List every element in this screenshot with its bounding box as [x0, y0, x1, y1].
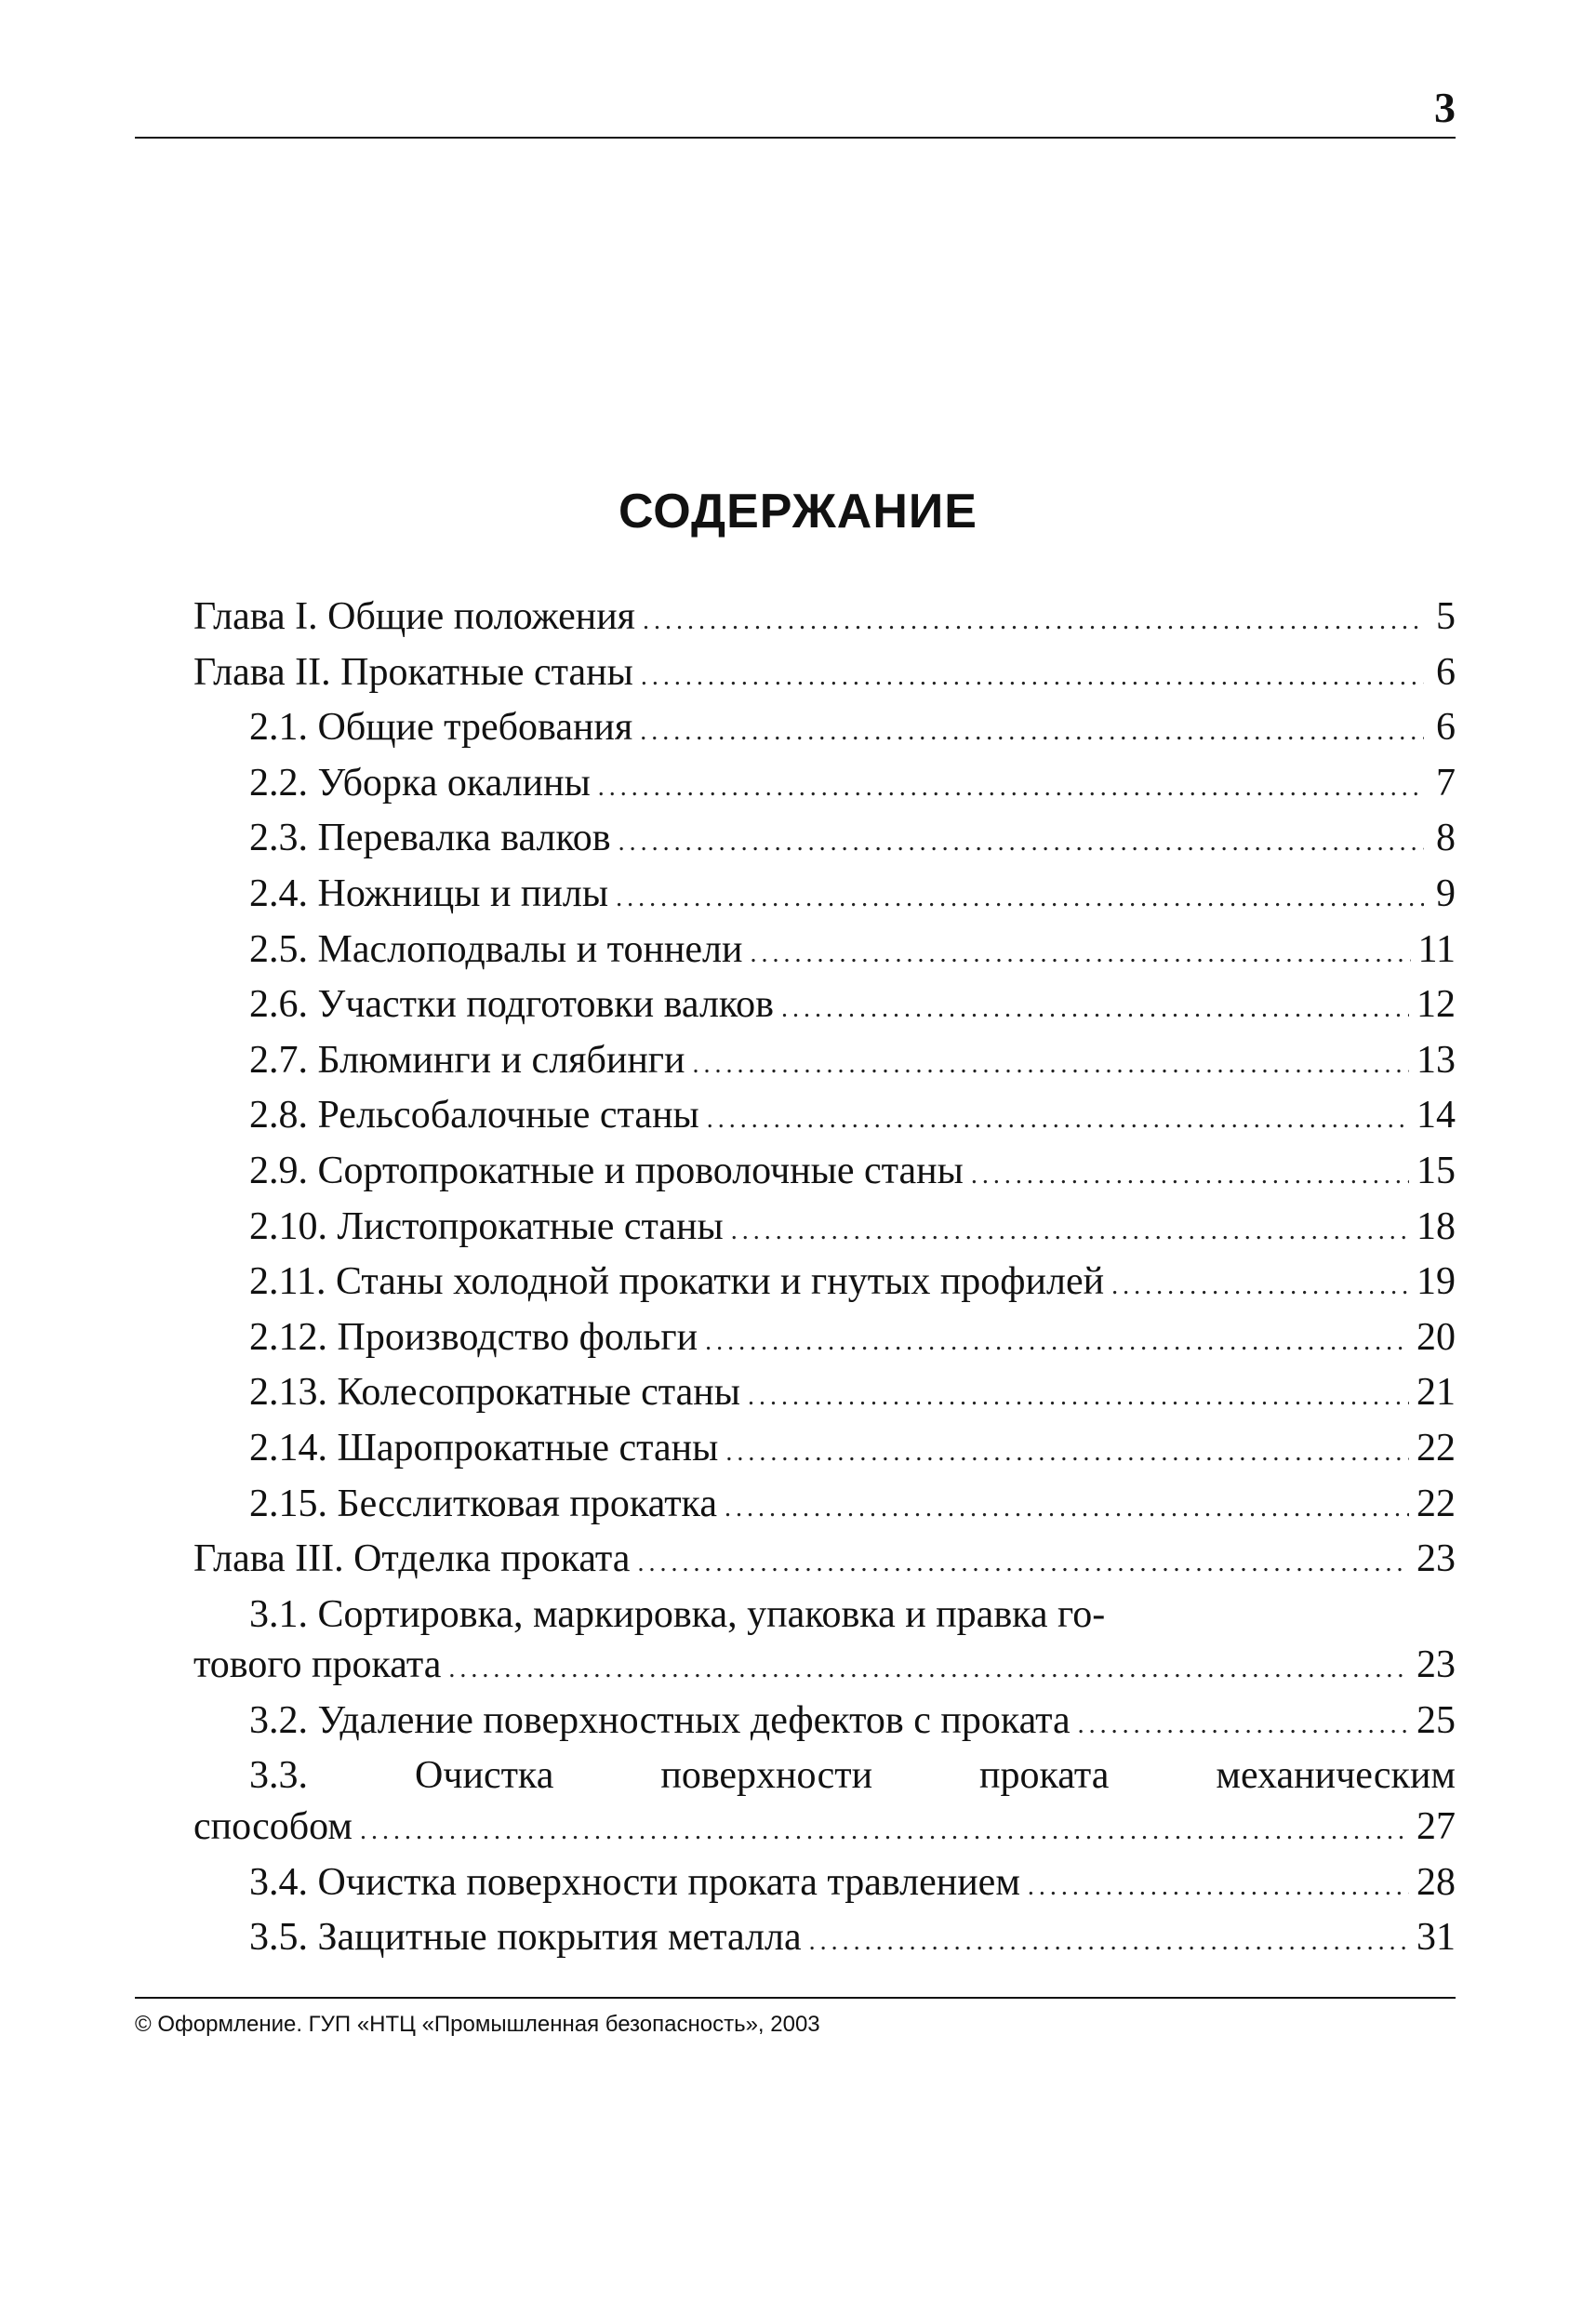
- toc-entry-page: 19: [1416, 1260, 1456, 1304]
- toc-entry-page: 18: [1416, 1204, 1456, 1248]
- toc-entry-label: 2.6. Участки подготовки валков: [249, 983, 775, 1027]
- dot-leader: [693, 1040, 1409, 1091]
- toc-entry-page: 12: [1416, 983, 1456, 1027]
- dot-leader: [598, 763, 1424, 814]
- toc-entry-section: [193, 1146, 1456, 1202]
- toc-entry-label-line1: 3.3. Очистка поверхности проката механическим: [249, 1754, 1456, 1798]
- dot-leader: [781, 984, 1409, 1035]
- toc-entry-page: 9: [1436, 871, 1456, 915]
- toc-entry-section: [193, 1750, 1456, 1856]
- toc-entry-page: 27: [1416, 1805, 1456, 1849]
- dot-leader: [448, 1644, 1409, 1696]
- dot-leader: [643, 596, 1424, 647]
- toc-entry-label: 3.4. Очистка поверхности проката травлением: [249, 1860, 1020, 1904]
- toc-entry-page: 13: [1416, 1038, 1456, 1082]
- toc-entry-label: 3.5. Защитные покрытия металла: [249, 1916, 802, 1960]
- copyright-footer: © Оформление. ГУП «НТЦ «Промышленная безопасность», 2003: [135, 2012, 820, 2037]
- toc-entry-section: [193, 1479, 1456, 1535]
- toc-entry-chapter-3: [193, 1534, 1456, 1589]
- toc-entry-page: 7: [1436, 761, 1456, 805]
- dot-leader: [641, 652, 1424, 703]
- dot-leader: [751, 929, 1411, 980]
- toc-entry-label: 2.9. Сортопрокатные и проволочные станы: [249, 1149, 964, 1192]
- toc-entry-page: 23: [1416, 1643, 1456, 1687]
- toc-entry-section: [193, 869, 1456, 924]
- toc-entry-section: [193, 1035, 1456, 1091]
- toc-entry-label: 2.8. Рельсобалочные станы: [249, 1094, 699, 1137]
- toc-entry-page: 22: [1416, 1426, 1456, 1470]
- toc-entry-label: 2.14. Шаропрокатные станы: [249, 1426, 719, 1470]
- dot-leader: [731, 1206, 1409, 1257]
- toc-entry-section: [193, 1202, 1456, 1257]
- toc-entry-label: Глава I. Общие положения: [193, 595, 636, 638]
- dot-leader: [1028, 1862, 1409, 1913]
- toc-entry-label: 2.4. Ножницы и пилы: [249, 871, 609, 915]
- toc-entry-label: 2.15. Бесслитковая прокатка: [249, 1482, 717, 1525]
- toc-entry-section: [193, 1257, 1456, 1312]
- toc-entry-page: 15: [1416, 1149, 1456, 1192]
- toc-entry-page: 25: [1416, 1698, 1456, 1742]
- dot-leader: [705, 1317, 1409, 1368]
- toc-entry-page: 5: [1436, 595, 1456, 638]
- dot-leader: [1078, 1700, 1409, 1751]
- toc-entry-label: 3.2. Удаление поверхностных дефектов с проката: [249, 1698, 1071, 1742]
- page-title: СОДЕРЖАНИЕ: [618, 485, 978, 539]
- toc-entry-section: [193, 758, 1456, 814]
- toc-entry-section: [193, 979, 1456, 1035]
- dot-leader: [618, 818, 1424, 869]
- toc-entry-label: 2.1. Общие требования: [249, 706, 633, 750]
- toc-entry-label: Глава III. Отделка проката: [193, 1537, 631, 1581]
- toc-entry-label-line2: тового проката: [193, 1643, 442, 1687]
- page-number: 3: [1434, 84, 1456, 131]
- toc-entry-label: 2.13. Колесопрокатные станы: [249, 1371, 740, 1415]
- toc-entry-label: 2.10. Листопрокатные станы: [249, 1204, 724, 1248]
- dot-leader: [725, 1483, 1409, 1535]
- toc-entry-section: [193, 1312, 1456, 1368]
- toc-entry-label: 2.3. Перевалка валков: [249, 817, 611, 860]
- toc-entry-section: [193, 1857, 1456, 1913]
- toc-entry-page: 11: [1417, 927, 1456, 971]
- table-of-contents: [193, 592, 1456, 1968]
- toc-entry-page: 31: [1416, 1916, 1456, 1960]
- toc-entry-section: [193, 1090, 1456, 1146]
- toc-entry-label: 2.12. Производство фольги: [249, 1315, 698, 1359]
- toc-entry-label: Глава II. Прокатные станы: [193, 650, 633, 694]
- toc-entry-section: [193, 1367, 1456, 1423]
- dot-leader: [640, 707, 1424, 758]
- toc-entry-page: 14: [1416, 1094, 1456, 1137]
- toc-entry-section: [193, 813, 1456, 869]
- dot-leader: [637, 1538, 1409, 1589]
- toc-entry-label-line2: способом: [193, 1805, 352, 1849]
- toc-entry-page: 22: [1416, 1482, 1456, 1525]
- toc-entry-section: [193, 924, 1456, 980]
- toc-entry-label: 2.11. Станы холодной прокатки и гнутых профилей: [249, 1260, 1105, 1304]
- toc-entry-label: 2.2. Уборка окалины: [249, 761, 591, 805]
- dot-leader: [748, 1372, 1409, 1423]
- toc-entry-section: [193, 1696, 1456, 1751]
- toc-entry-page: 28: [1416, 1860, 1456, 1904]
- toc-entry-section: [193, 1589, 1456, 1696]
- dot-leader: [971, 1150, 1409, 1202]
- header-rule: [135, 137, 1456, 139]
- toc-entry-page: 21: [1416, 1371, 1456, 1415]
- toc-entry-chapter-1: [193, 592, 1456, 647]
- dot-leader: [360, 1806, 1409, 1857]
- dot-leader: [725, 1428, 1409, 1479]
- toc-entry-label-line1: 3.1. Сортировка, маркировка, упаковка и правка го-: [249, 1592, 1106, 1636]
- dot-leader: [616, 873, 1424, 924]
- toc-entry-page: 6: [1436, 706, 1456, 750]
- toc-entry-section: [193, 1423, 1456, 1479]
- toc-entry-section: [193, 1912, 1456, 1968]
- dot-leader: [1111, 1261, 1409, 1312]
- toc-entry-page: 20: [1416, 1315, 1456, 1359]
- toc-entry-label: 2.5. Маслоподвалы и тоннели: [249, 927, 743, 971]
- toc-entry-page: 6: [1436, 650, 1456, 694]
- toc-entry-chapter-2: [193, 647, 1456, 703]
- toc-entry-page: 8: [1436, 817, 1456, 860]
- toc-entry-label: 2.7. Блюминги и слябинги: [249, 1038, 685, 1082]
- footer-rule: [135, 1997, 1456, 1999]
- toc-entry-page: 23: [1416, 1537, 1456, 1581]
- dot-leader: [809, 1917, 1409, 1968]
- dot-leader: [707, 1095, 1409, 1146]
- toc-entry-section: [193, 702, 1456, 758]
